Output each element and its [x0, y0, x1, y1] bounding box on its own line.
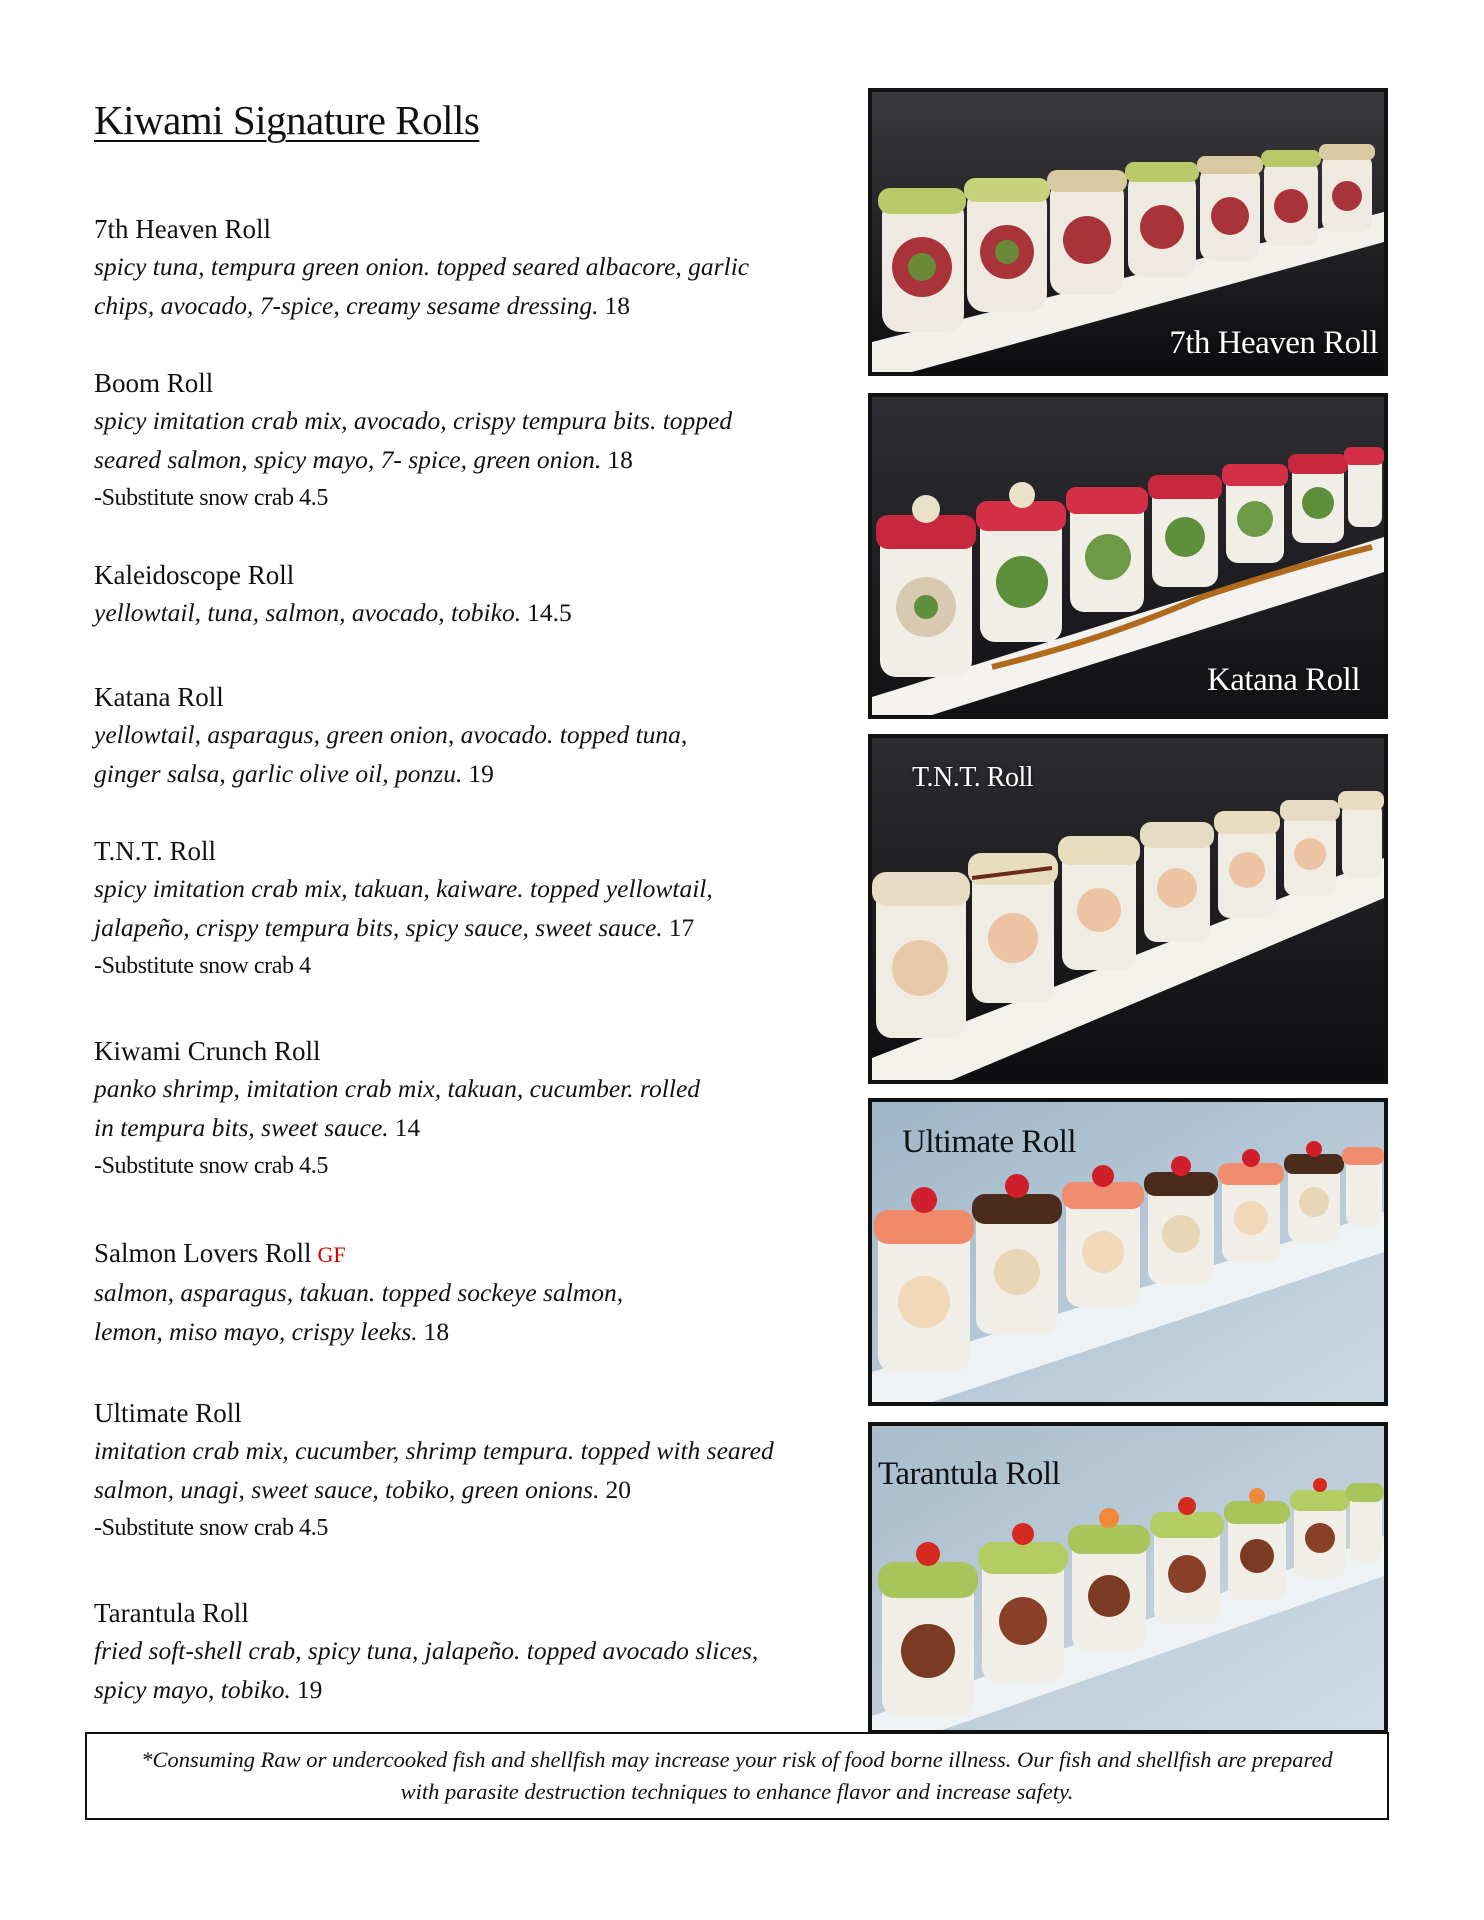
item-price: 19 [296, 1674, 323, 1704]
photo-tnt-roll [868, 734, 1388, 1084]
desc-line: spicy mayo, tobiko. [94, 1674, 291, 1704]
desc-line: seared salmon, spicy mayo, 7- spice, green onion. [94, 444, 602, 474]
desc-line: jalapeño, crispy tempura bits, spicy sauce, sweet sauce. [94, 912, 663, 942]
menu-item-boom [94, 364, 834, 517]
disclaimer-line: *Consuming Raw or undercooked fish and shellfish may increase your risk of food borne illness. Our fish and shellfish are prepared [141, 1747, 1333, 1772]
photo-ultimate-roll [868, 1098, 1388, 1406]
desc-line: salmon, unagi, sweet sauce, tobiko, green onions. [94, 1474, 600, 1504]
menu-item-ultimate [94, 1394, 834, 1547]
item-price: 14.5 [527, 598, 572, 627]
photo-label: T.N.T. Roll [912, 762, 1034, 793]
menu-item-kaleidoscope [94, 556, 834, 633]
desc-line: ginger salsa, garlic olive oil, ponzu. [94, 758, 463, 788]
item-price: 19 [468, 758, 494, 788]
item-price: 18 [607, 444, 633, 474]
photo-label: 7th Heaven Roll [1169, 325, 1378, 361]
menu-item-tnt [94, 832, 834, 985]
item-name: Salmon Lovers Roll [94, 1238, 312, 1268]
desc-line: lemon, miso mayo, crispy leeks. [94, 1316, 418, 1346]
gluten-free-badge: GF [317, 1242, 346, 1267]
item-name-row [94, 1234, 834, 1274]
item-name: Boom Roll [94, 368, 214, 398]
item-name: Katana Roll [94, 682, 224, 712]
menu-item-kiwami-crunch [94, 1032, 834, 1185]
desc-line: salmon, asparagus, takuan. topped sockeye salmon, [94, 1278, 624, 1307]
item-description [94, 402, 834, 479]
page-title: Kiwami Signature Rolls [94, 97, 480, 143]
item-name: 7th Heaven Roll [94, 214, 271, 244]
item-substitute: -Substitute snow crab 4.5 [94, 1515, 328, 1541]
item-description [94, 1432, 834, 1509]
menu-item-salmon-lovers [94, 1234, 834, 1351]
item-description [94, 870, 834, 947]
desc-line: spicy imitation crab mix, takuan, kaiware. topped yellowtail, [94, 874, 713, 903]
menu-item-tarantula [94, 1594, 834, 1709]
item-substitute: -Substitute snow crab 4 [94, 953, 311, 979]
item-price: 17 [668, 912, 695, 942]
item-name: Ultimate Roll [94, 1398, 242, 1428]
item-name: Tarantula Roll [94, 1598, 249, 1628]
desc-line: spicy tuna, tempura green onion. topped seared albacore, garlic [94, 252, 750, 281]
item-price: 18 [423, 1316, 450, 1346]
photo-label: Tarantula Roll [878, 1456, 1061, 1492]
item-price: 18 [604, 290, 630, 320]
item-description [94, 1632, 834, 1709]
photo-katana-roll [868, 393, 1388, 719]
menu-item-katana [94, 678, 834, 793]
desc-line: imitation crab mix, cucumber, shrimp tempura. topped with seared [94, 1436, 774, 1465]
item-description [94, 1070, 834, 1147]
photo-label: Ultimate Roll [902, 1124, 1077, 1160]
food-safety-disclaimer [85, 1732, 1389, 1820]
item-name: Kiwami Crunch Roll [94, 1036, 321, 1066]
item-substitute: -Substitute snow crab 4.5 [94, 1153, 328, 1179]
item-name: T.N.T. Roll [94, 836, 216, 866]
photo-7th-heaven-roll [868, 88, 1388, 376]
disclaimer-line: with parasite destruction techniques to enhance flavor and increase safety. [400, 1779, 1074, 1804]
item-description [94, 248, 834, 325]
item-price: 20 [605, 1474, 631, 1504]
menu-item-7th-heaven [94, 210, 834, 325]
photo-tarantula-roll [868, 1422, 1388, 1734]
item-name: Kaleidoscope Roll [94, 560, 295, 590]
item-description [94, 1274, 834, 1351]
item-substitute: -Substitute snow crab 4.5 [94, 485, 328, 511]
item-price: 14 [394, 1112, 421, 1142]
desc-line: yellowtail, tuna, salmon, avocado, tobiko. [94, 598, 522, 627]
desc-line: in tempura bits, sweet sauce. [94, 1112, 389, 1142]
desc-line: panko shrimp, imitation crab mix, takuan, cucumber. rolled [94, 1074, 701, 1103]
desc-line: chips, avocado, 7-spice, creamy sesame dressing. [94, 290, 599, 320]
desc-line: yellowtail, asparagus, green onion, avocado. topped tuna, [94, 720, 688, 749]
item-description [94, 716, 834, 793]
desc-line: spicy imitation crab mix, avocado, crispy tempura bits. topped [94, 406, 733, 435]
item-description [94, 594, 834, 633]
desc-line: fried soft-shell crab, spicy tuna, jalapeño. topped avocado slices, [94, 1636, 759, 1665]
photo-label: Katana Roll [1206, 662, 1360, 698]
